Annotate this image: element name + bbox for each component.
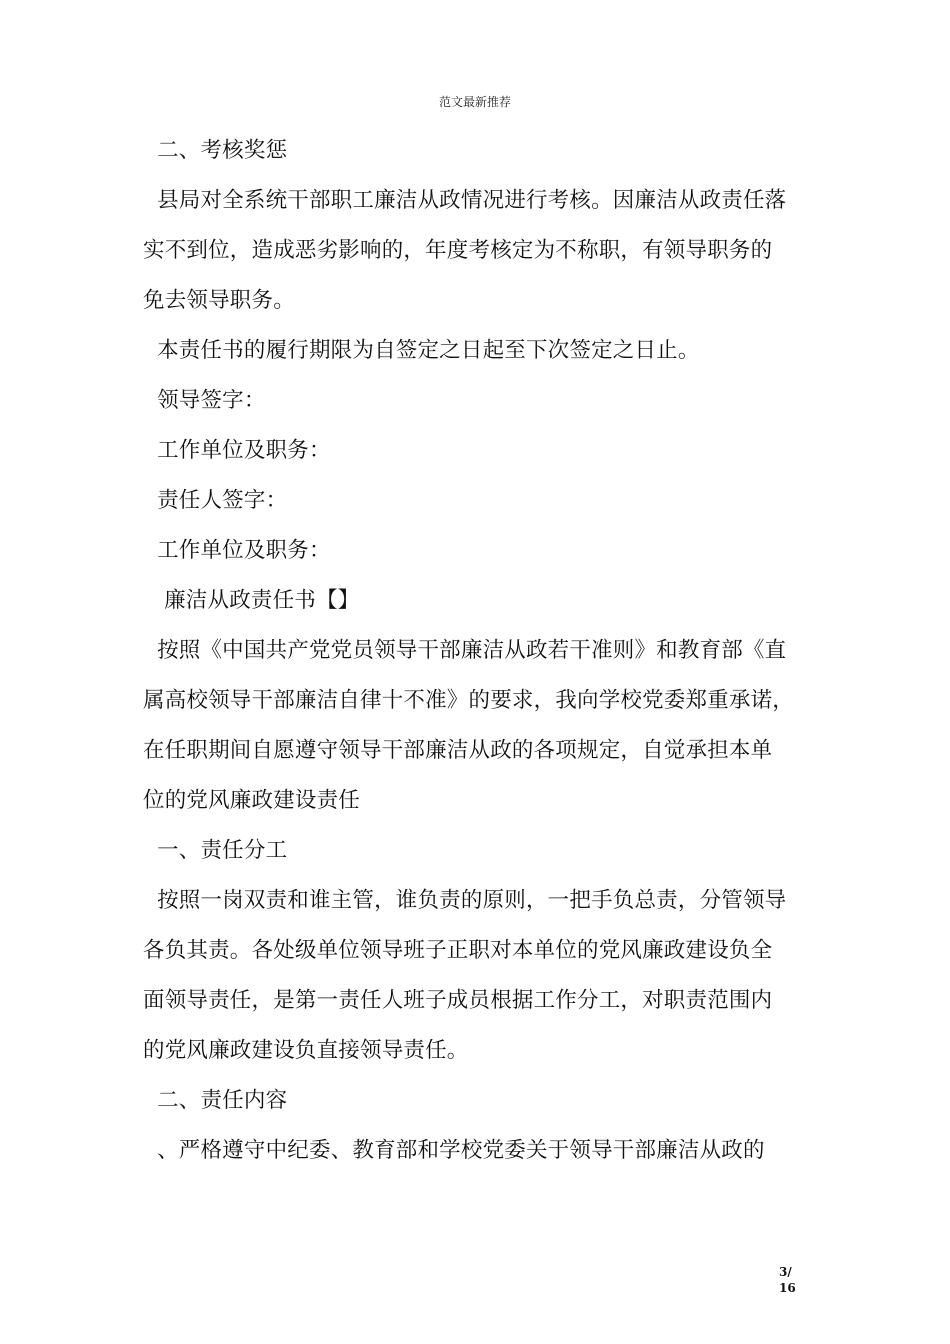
text-line: 按照一岗双责和谁主管，谁负责的原则，一把手负总责，分管领导 [143,888,787,913]
text-line: 属高校领导干部廉洁自律十不准》的要求，我向学校党委郑重承诺， [143,688,795,713]
text-line: 县局对全系统干部职工廉洁从政情况进行考核。因廉洁从政责任落 [143,188,787,213]
text-line: 二、责任内容 [143,1088,288,1113]
text-line: 在任职期间自愿遵守领导干部廉洁从政的各项规定，自觉承担本单 [143,738,773,763]
text-line: 一、责任分工 [143,838,288,863]
text-line: 本责任书的履行期限为自签定之日起至下次签定之日止。 [143,338,700,363]
text-line: 各负其责。各处级单位领导班子正职对本单位的党风廉政建设负全 [143,938,773,963]
page-number: 3/16 [779,1265,796,1295]
text-line: 面领导责任，是第一责任人班子成员根据工作分工，对职责范围内 [143,988,773,1013]
text-line: 、严格遵守中纪委、教育部和学校党委关于领导干部廉洁从政的 [143,1138,765,1163]
text-line: 工作单位及职务： [143,438,331,463]
text-line: 免去领导职务。 [143,288,295,313]
text-line: 实不到位，造成恶劣影响的，年度考核定为不称职，有领导职务的 [143,238,773,263]
text-line: 责任人签字： [143,488,288,513]
text-line: 位的党风廉政建设责任 [143,788,361,813]
text-line: 领导签字： [143,388,266,413]
page-header: 范文最新推荐 [438,95,511,109]
text-line: 工作单位及职务： [143,538,331,563]
text-line: 按照《中国共产党党员领导干部廉洁从政若干准则》和教育部《直 [143,638,787,663]
section-title: 廉洁从政责任书【】 [143,588,360,613]
text-line: 二、考核奖惩 [143,138,288,163]
text-line: 的党风廉政建设负直接领导责任。 [143,1038,469,1063]
